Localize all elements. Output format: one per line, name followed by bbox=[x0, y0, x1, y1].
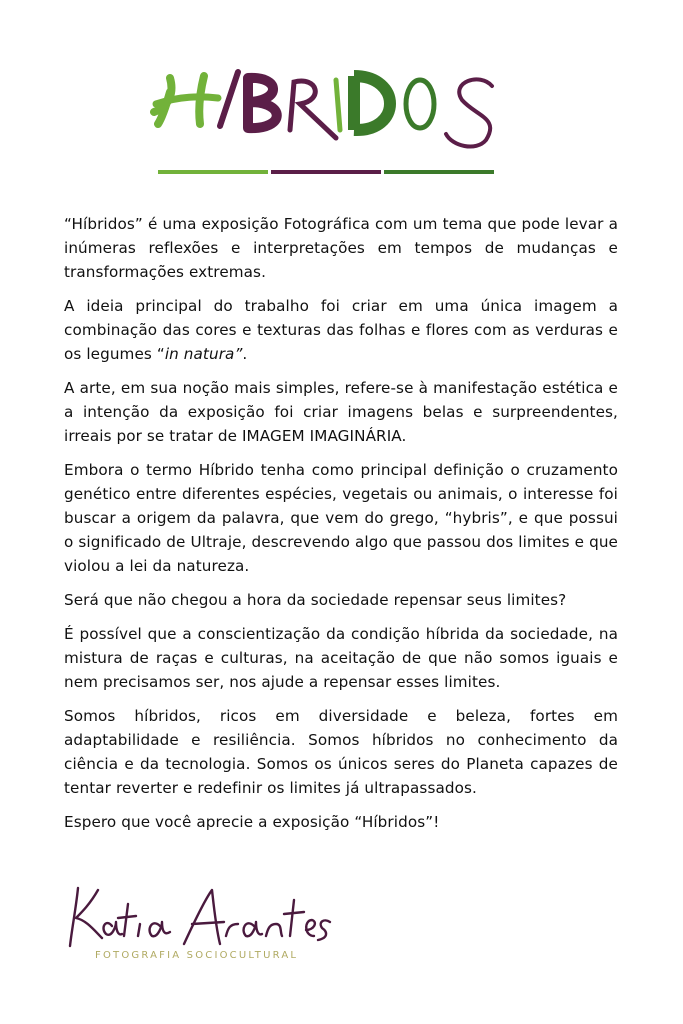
hibridos-wordmark bbox=[140, 58, 510, 178]
paragraph-2-italic: in natura” bbox=[164, 345, 243, 363]
paragraph-8: Espero que você aprecie a exposição “Híbridos”! bbox=[64, 813, 440, 831]
logo-underline-purple bbox=[271, 170, 381, 174]
signature-script bbox=[62, 878, 332, 958]
logo-underline-green-light bbox=[158, 170, 268, 174]
paragraph-5: Será que não chegou a hora da sociedade repensar seus limites? bbox=[64, 591, 567, 609]
paragraph-2-end: . bbox=[242, 345, 248, 363]
paragraph-1: “Híbridos” é uma exposição Fotográfica com um tema que pode levar a inúmeras reflexões e interpretações em tempos de mudanças e transformações extremas. bbox=[64, 215, 618, 281]
paragraph-6: É possível que a conscientização da condição híbrida da sociedade, na mistura de raças e culturas, na aceitação de que não somos iguais e nem precisamos ser, nos ajude a repensar esses limites. bbox=[64, 625, 618, 691]
exhibition-logo bbox=[140, 58, 510, 178]
exhibition-text bbox=[64, 212, 618, 844]
signature-subtitle: FOTOGRAFIA SOCIOCULTURAL bbox=[95, 950, 299, 961]
paragraph-7: Somos híbridos, ricos em diversidade e beleza, fortes em adaptabilidade e resiliência. Somos híbridos no conhecimento da ciência e da tecnologia. Somos os únicos seres do Planeta capazes de tentar reverter e redefinir os limites já ultrapassados. bbox=[64, 707, 618, 797]
paragraph-2-text: A ideia principal do trabalho foi criar em uma única imagem a combinação das cores e texturas das folhas e flores com as verduras e os legumes “ bbox=[64, 297, 618, 363]
logo-underline-green-dark bbox=[384, 170, 494, 174]
paragraph-4: Embora o termo Híbrido tenha como principal definição o cruzamento genético entre diferentes espécies, vegetais ou animais, o interesse foi buscar a origem da palavra, que vem do grego, “hybris”, e que possui o significado de Ultraje, descrevendo algo que passou dos limites e que violou a lei da natureza. bbox=[64, 461, 618, 575]
paragraph-2 bbox=[64, 294, 618, 366]
paragraph-3: A arte, em sua noção mais simples, refere-se à manifestação estética e a intenção da exposição foi criar imagens belas e surpreendentes, irreais por se tratar de IMAGEM IMAGINÁRIA. bbox=[64, 379, 618, 445]
